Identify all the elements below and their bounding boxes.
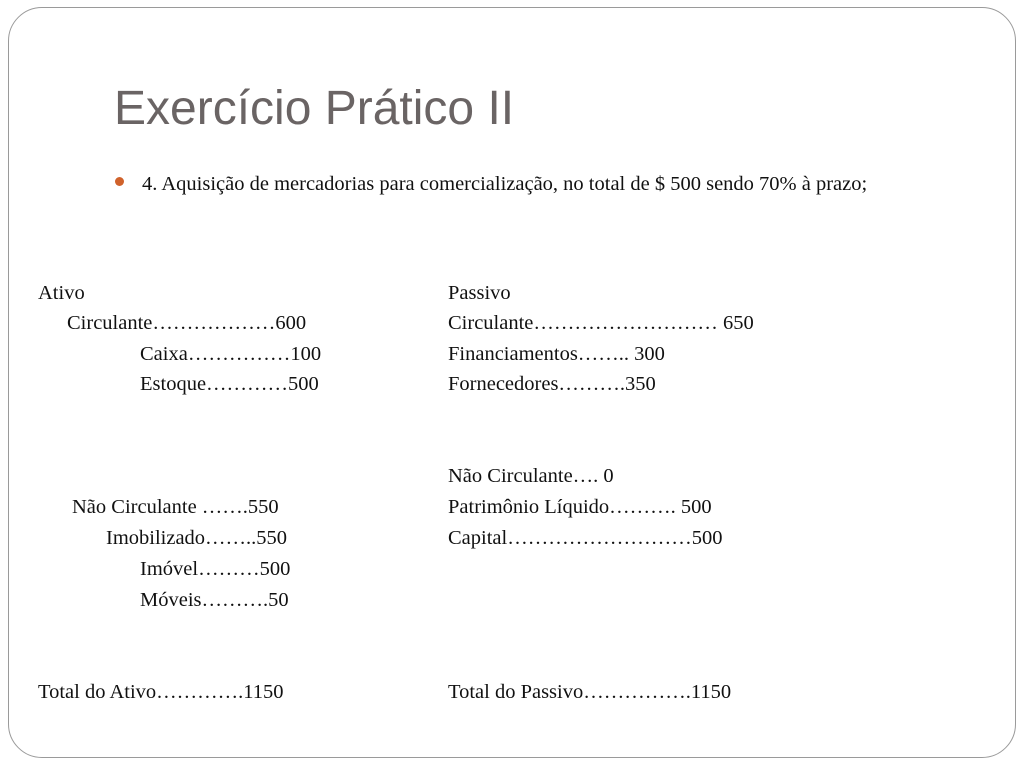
passivo-financiamentos: Financiamentos…….. 300 — [448, 343, 665, 365]
ativo-nao-circulante: Não Circulante …….550 — [72, 496, 279, 518]
ativo-circulante: Circulante………………600 — [67, 312, 307, 334]
passivo-nao-circulante: Não Circulante…. 0 — [448, 465, 614, 487]
passivo-fornecedores: Fornecedores……….350 — [448, 373, 656, 395]
bullet-dot-icon — [115, 177, 124, 186]
passivo-patrimonio-liquido: Patrimônio Líquido………. 500 — [448, 496, 712, 518]
ativo-moveis: Móveis……….50 — [140, 589, 289, 611]
slide-title: Exercício Prático II — [114, 82, 515, 135]
ativo-imovel: Imóvel………500 — [140, 558, 291, 580]
bullet-text: 4. Aquisição de mercadorias para comercialização, no total de $ 500 sendo 70% à prazo; — [142, 173, 868, 195]
ativo-total: Total do Ativo………….1150 — [38, 681, 284, 703]
passivo-heading: Passivo — [448, 282, 511, 304]
ativo-estoque: Estoque…………500 — [140, 373, 319, 395]
passivo-circulante: Circulante……………………… 650 — [448, 312, 754, 334]
ativo-imobilizado: Imobilizado……..550 — [106, 527, 288, 549]
ativo-heading: Ativo — [38, 282, 85, 304]
passivo-total: Total do Passivo…………….1150 — [448, 681, 732, 703]
ativo-caixa: Caixa……………100 — [140, 343, 322, 365]
passivo-capital: Capital………………………500 — [448, 527, 723, 549]
